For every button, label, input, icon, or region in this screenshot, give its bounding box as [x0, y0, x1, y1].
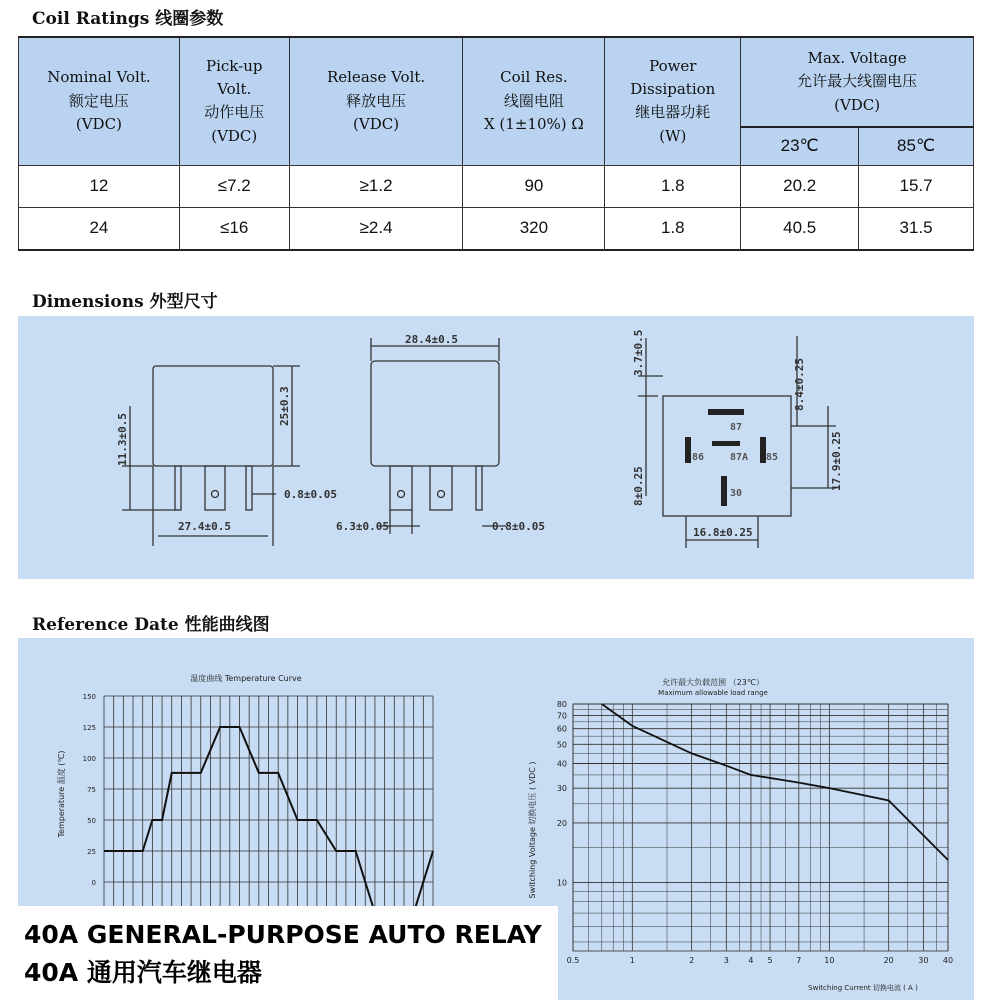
temp-ytick-label: 25	[87, 848, 96, 856]
load-ytick-label: 60	[556, 724, 567, 734]
load-xtick-label: 1	[629, 956, 635, 965]
load-ytick-label: 20	[556, 818, 567, 828]
dimensions-panel	[18, 316, 974, 579]
header-nominal-volt: Nominal Volt. 额定电压 (VDC)	[19, 37, 180, 165]
load-ytick-label: 10	[556, 878, 567, 888]
load-chart-xlabel: Switching Current 切换电流 ( A )	[808, 984, 918, 992]
cell: ≥1.2	[289, 165, 463, 207]
table-row	[19, 165, 974, 207]
cell: 90	[463, 165, 605, 207]
load-chart-subtitle: Maximum allowable load range	[658, 689, 768, 697]
load-xtick-label: 5	[767, 956, 773, 965]
temp-ytick-label: 100	[82, 755, 96, 763]
load-xtick-label: 4	[748, 956, 754, 965]
cell: 320	[463, 207, 605, 250]
load-curve-line	[602, 704, 948, 860]
load-chart-title: 允许最大负载范围 （23℃）	[662, 678, 764, 687]
header-coil-res: Coil Res. 线圈电阻 X (1±10%) Ω	[463, 37, 605, 165]
load-xtick-label: 2	[689, 956, 695, 965]
load-ytick-label: 80	[556, 700, 567, 709]
temp-ytick-label: 150	[82, 693, 96, 701]
dim-pin-thick-1: 0.8±0.05	[284, 488, 337, 501]
header-23c: 23℃	[741, 127, 859, 165]
cell: 24	[19, 207, 180, 250]
temp-chart-ylabel: Temperature 温度 (℃)	[57, 750, 66, 838]
temp-ytick-label: 50	[87, 817, 96, 825]
pin-86	[685, 437, 691, 463]
pin-label-30: 30	[730, 488, 743, 499]
load-xtick-label: 7	[796, 956, 802, 965]
cell: 1.8	[605, 165, 741, 207]
cell: ≥2.4	[289, 207, 463, 250]
load-ytick-label: 40	[556, 759, 567, 769]
cell: 31.5	[859, 207, 974, 250]
cell: 20.2	[741, 165, 859, 207]
load-ytick-label: 30	[556, 784, 567, 794]
coil-ratings-table	[18, 36, 974, 251]
cell: 1.8	[605, 207, 741, 250]
dim-pin-width: 6.3±0.05	[336, 520, 389, 533]
cell: ≤7.2	[179, 165, 289, 207]
dim-top-offset: 3.7±0.5	[632, 329, 645, 376]
dim-pin-thick-2: 0.8±0.05	[492, 520, 545, 533]
cell: 40.5	[741, 207, 859, 250]
side-view-body	[371, 361, 499, 466]
banner-title-en: 40A GENERAL-PURPOSE AUTO RELAY	[24, 920, 542, 949]
coil-ratings-title: Coil Ratings 线圈参数	[32, 9, 224, 29]
pin-87	[708, 409, 744, 415]
dimensions-drawing	[18, 316, 974, 579]
load-xtick-label: 20	[883, 956, 894, 965]
dimensions-title: Dimensions 外型尺寸	[32, 292, 218, 312]
header-power: Power Dissipation 继电器功耗 (W)	[605, 37, 741, 165]
header-pickup-volt: Pick-up Volt. 动作电压 (VDC)	[179, 37, 289, 165]
reference-title: Reference Date 性能曲线图	[32, 615, 270, 635]
header-85c: 85℃	[859, 127, 974, 165]
dim-right-span: 17.9±0.25	[830, 431, 843, 491]
dim-width-side: 28.4±0.5	[405, 333, 458, 346]
header-release-volt: Release Volt. 释放电压 (VDC)	[289, 37, 463, 165]
pin-30	[721, 476, 727, 506]
header-max-voltage: Max. Voltage 允许最大线圈电压 (VDC)	[741, 37, 974, 127]
dim-height: 11.3±0.5	[116, 413, 129, 466]
table-row	[19, 207, 974, 250]
product-banner	[14, 906, 558, 1000]
banner-title-cn: 40A 通用汽车继电器	[24, 958, 262, 987]
load-ytick-label: 50	[556, 740, 567, 750]
dim-right-offset: 8.4±0.25	[793, 358, 806, 411]
pin-label-87: 87	[730, 422, 743, 433]
temp-ytick-label: 125	[82, 724, 96, 732]
load-xtick-label: 0.5	[566, 956, 580, 965]
dim-bottom-span: 16.8±0.25	[693, 526, 753, 539]
front-view-body	[153, 366, 273, 466]
dim-width-front: 27.4±0.5	[178, 520, 231, 533]
load-xtick-label: 40	[942, 956, 954, 965]
cell: ≤16	[179, 207, 289, 250]
pin-label-87a: 87A	[730, 452, 749, 463]
pin-87a	[712, 441, 740, 446]
load-xtick-label: 3	[723, 956, 729, 965]
dim-body-height: 25±0.3	[278, 386, 291, 426]
load-xtick-label: 30	[918, 956, 929, 965]
cell: 15.7	[859, 165, 974, 207]
load-xtick-label: 10	[824, 956, 835, 965]
dim-left-offset: 8±0.25	[632, 466, 645, 506]
cell: 12	[19, 165, 180, 207]
temp-ytick-label: 75	[87, 786, 96, 794]
pin-label-86: 86	[692, 452, 705, 463]
temp-chart-title: 温度曲线 Temperature Curve	[190, 674, 302, 683]
load-chart-ylabel: Switching Voltage 切换电压 ( VDC )	[528, 761, 537, 899]
load-ytick-label: 70	[556, 711, 567, 721]
temp-ytick-label: 0	[91, 879, 96, 887]
pin-label-85: 85	[766, 452, 779, 463]
